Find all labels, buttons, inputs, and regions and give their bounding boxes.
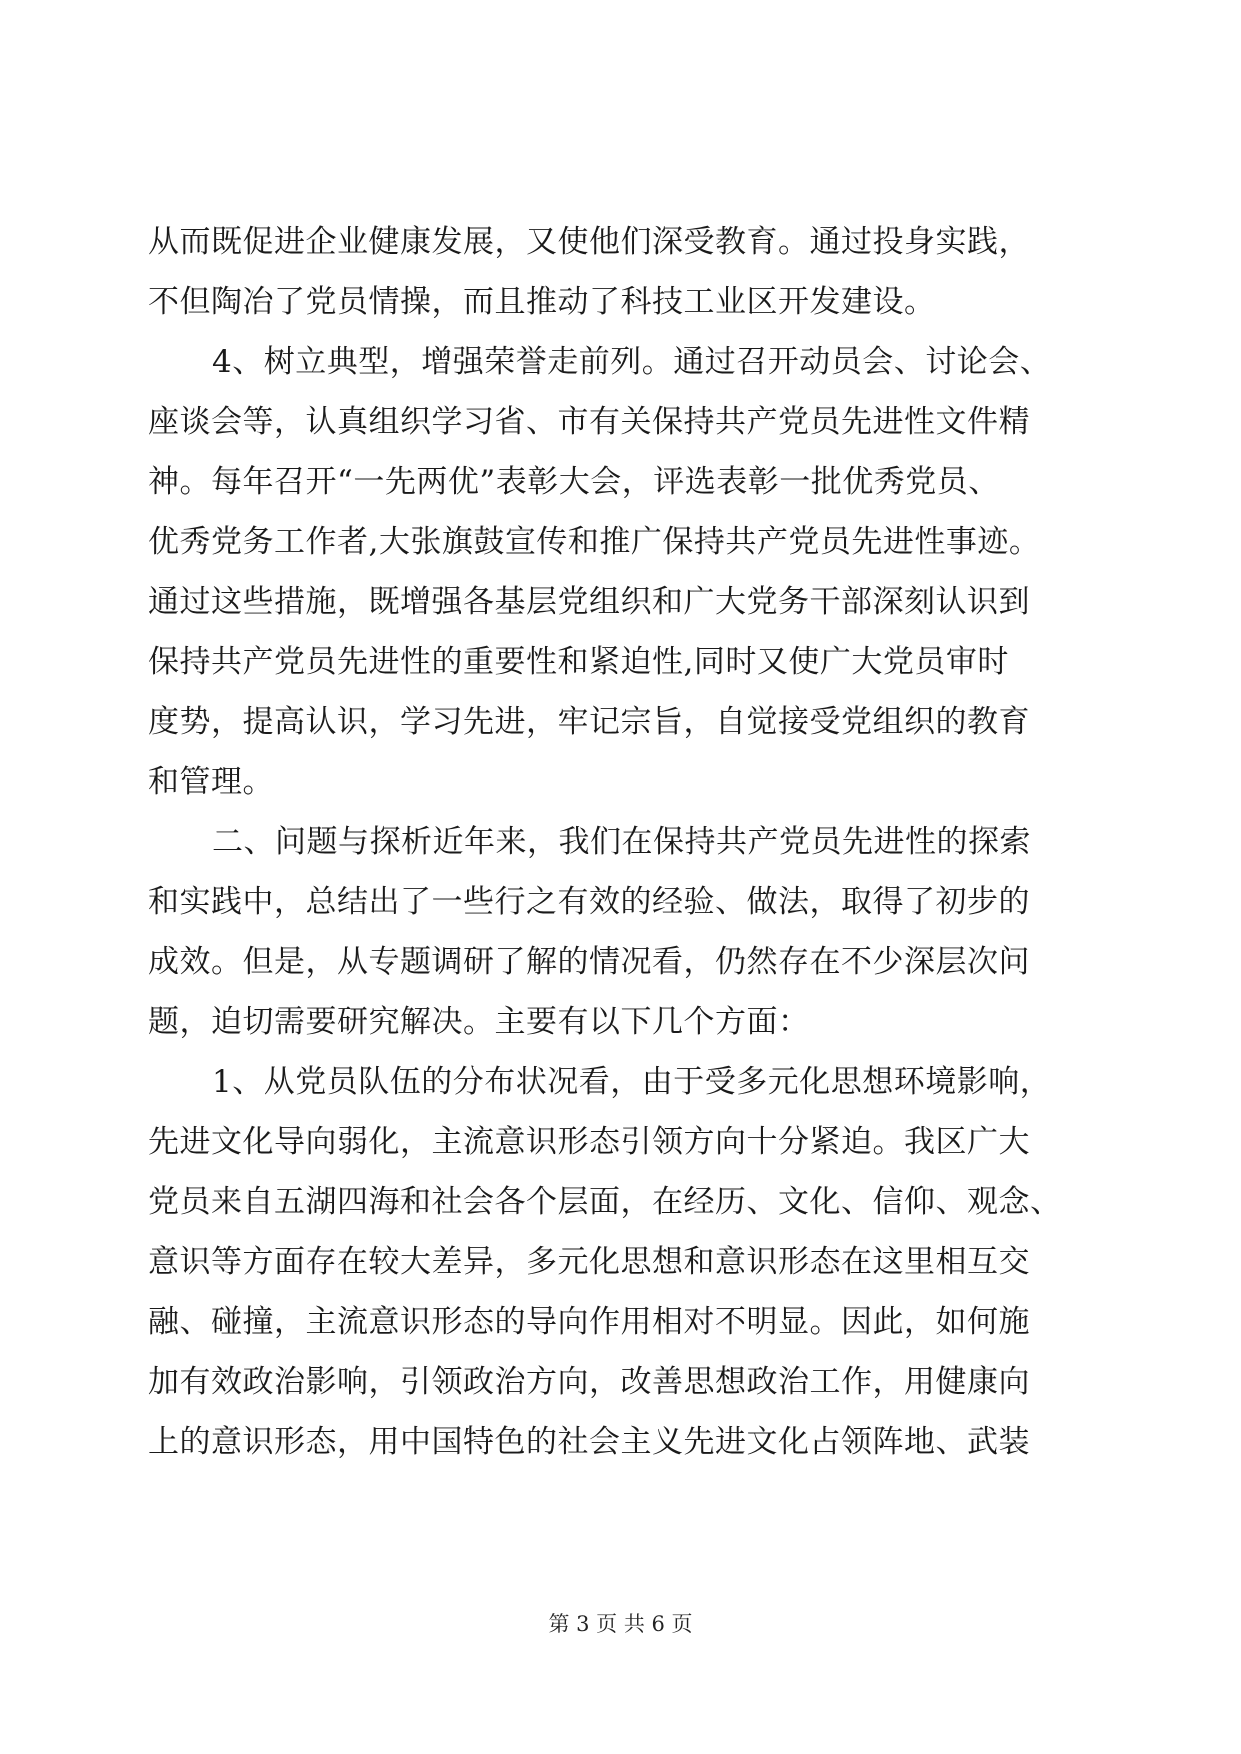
paragraph-section-2 [148, 812, 1078, 1052]
text-line: 二、问题与探析近年来，我们在保持共产党员先进性的探索 [212, 824, 1031, 860]
text-line: 融、碰撞，主流意识形态的导向作用相对不明显。因此，如何施 [148, 1304, 1030, 1340]
text-line: 从而既促进企业健康发展，又使他们深受教育。通过投身实践， [148, 224, 1030, 260]
text-line: 4、树立典型，增强荣誉走前列。通过召开动员会、讨论会、 [212, 344, 1052, 380]
text-line: 度势，提高认识，学习先进，牢记宗旨，自觉接受党组织的教育 [148, 704, 1030, 740]
text-line: 优秀党务工作者,大张旗鼓宣传和推广保持共产党员先进性事迹。 [148, 524, 1041, 560]
text-line: 和实践中，总结出了一些行之有效的经验、做法，取得了初步的 [148, 884, 1030, 920]
text-line: 成效。但是，从专题调研了解的情况看，仍然存在不少深层次问 [148, 944, 1030, 980]
text-line: 神。每年召开“一先两优”表彰大会，评选表彰一批优秀党员、 [148, 464, 1000, 500]
document-body [148, 212, 1078, 1472]
text-line: 意识等方面存在较大差异，多元化思想和意识形态在这里相互交 [148, 1244, 1030, 1280]
paragraph-item-4 [148, 332, 1078, 812]
text-line: 通过这些措施，既增强各基层党组织和广大党务干部深刻认识到 [148, 584, 1030, 620]
text-line: 党员来自五湖四海和社会各个层面，在经历、文化、信仰、观念、 [148, 1184, 1062, 1220]
paragraph-continuation [148, 212, 1078, 332]
text-line: 1、从党员队伍的分布状况看，由于受多元化思想环境影响， [212, 1064, 1052, 1100]
text-line: 加有效政治影响，引领政治方向，改善思想政治工作，用健康向 [148, 1364, 1030, 1400]
text-line: 不但陶冶了党员情操，而且推动了科技工业区开发建设。 [148, 284, 936, 320]
text-line: 题，迫切需要研究解决。主要有以下几个方面： [148, 1004, 810, 1040]
text-line: 座谈会等，认真组织学习省、市有关保持共产党员先进性文件精 [148, 404, 1030, 440]
paragraph-item-1 [148, 1052, 1078, 1472]
text-line: 保持共产党员先进性的重要性和紧迫性,同时又使广大党员审时 [148, 644, 1009, 680]
text-line: 上的意识形态，用中国特色的社会主义先进文化占领阵地、武装 [148, 1424, 1030, 1460]
text-line: 和管理。 [148, 764, 274, 800]
page-footer: 第 3 页 共 6 页 [548, 1612, 693, 1636]
text-line: 先进文化导向弱化，主流意识形态引领方向十分紧迫。我区广大 [148, 1124, 1030, 1160]
